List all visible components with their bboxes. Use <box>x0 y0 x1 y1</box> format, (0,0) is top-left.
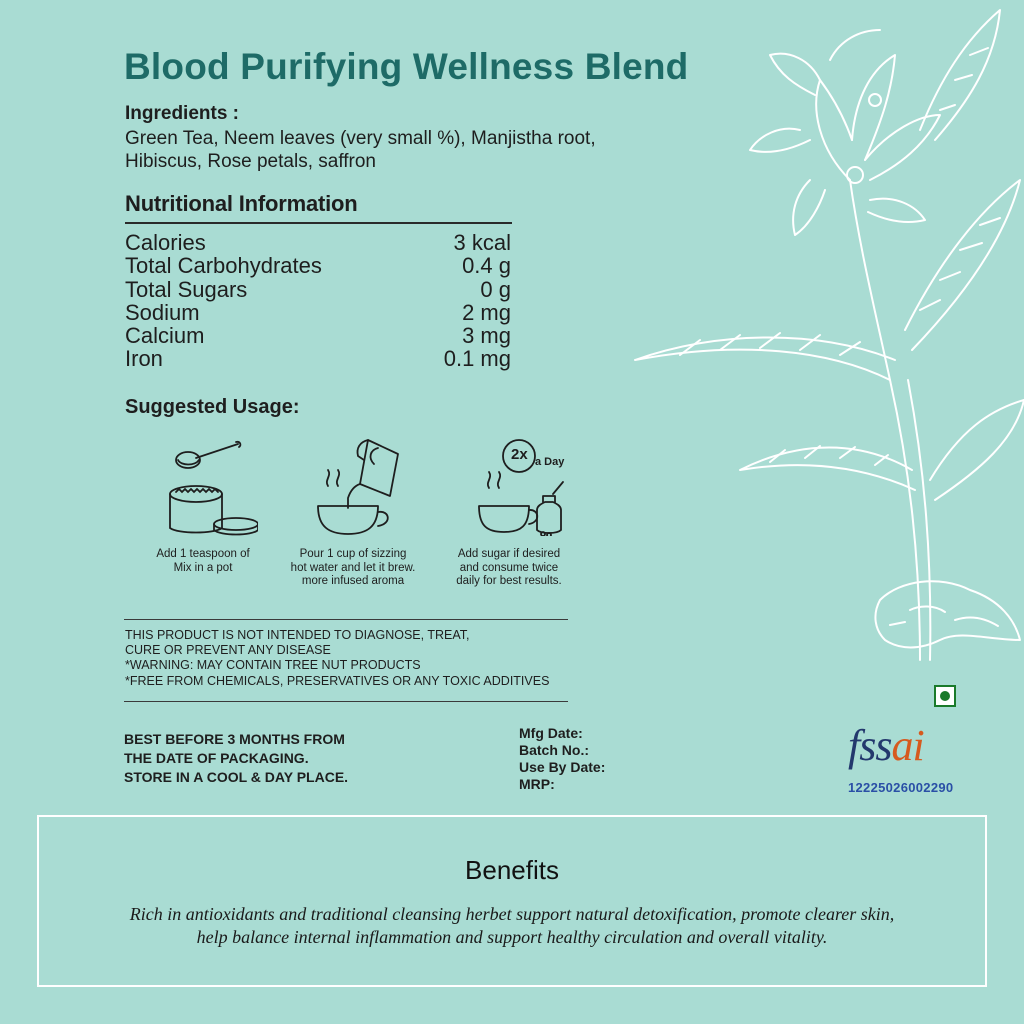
nutrition-value: 0.1 mg <box>443 346 511 372</box>
batch-info <box>519 725 605 793</box>
mfg-date-label: Mfg Date: <box>519 725 583 741</box>
warning-line: *FREE FROM CHEMICALS, PRESERVATIVES OR ANY TOXIC ADDITIVES <box>125 673 550 688</box>
mrp-label: MRP: <box>519 776 555 792</box>
warning-divider-top <box>124 619 568 620</box>
step-caption: Add sugar if desired <box>457 548 561 560</box>
veg-mark-icon <box>934 685 956 707</box>
benefits-text <box>79 903 945 949</box>
nutrition-label: Sodium <box>125 299 200 325</box>
warning-divider-bottom <box>124 701 568 702</box>
use-by-date-label: Use By Date: <box>519 759 606 775</box>
nutrition-value: 0.4 g <box>462 253 511 279</box>
usage-heading: Suggested Usage: <box>125 396 300 418</box>
cup-sugar-icon <box>449 436 569 536</box>
step-caption: Pour 1 cup of sizzing <box>299 548 407 560</box>
nutrition-label: Iron <box>125 346 163 372</box>
fssai-logo <box>848 720 924 771</box>
fssai-license-number: 12225026002290 <box>848 780 954 795</box>
nutrition-row <box>125 347 511 370</box>
step-caption: Add 1 teaspoon of <box>156 548 250 560</box>
nutrition-label: Calories <box>125 230 206 255</box>
ingredients-text: Green Tea, Neem leaves (very small %), Manjistha root, Hibiscus, Rose petals, saffron <box>125 128 596 172</box>
nutrition-label: Calcium <box>125 323 205 349</box>
scoop-pot-icon <box>148 436 258 536</box>
warning-line: *WARNING: MAY CONTAIN TREE NUT PRODUCTS <box>125 658 421 673</box>
nutrition-value: 0 g <box>480 276 511 302</box>
usage-step-1 <box>128 436 278 575</box>
benefits-heading: Benefits <box>465 855 559 885</box>
warning-line: CURE OR PREVENT ANY DISEASE <box>125 643 331 658</box>
step-caption: Mix in a pot <box>173 561 233 574</box>
fssai-logo-accent: ai <box>891 721 924 770</box>
step-caption: and consume twice <box>459 561 559 574</box>
fssai-logo-main: fss <box>848 721 892 770</box>
nutrition-table <box>125 231 511 371</box>
benefits-line: Rich in antioxidants and traditional cleansing herbet support natural detoxification, promote clearer skin, <box>129 904 895 924</box>
nutrition-label: Total Carbohydrates <box>125 253 322 279</box>
nutrition-value: 2 mg <box>462 299 511 325</box>
batch-no-label: Batch No.: <box>519 742 589 758</box>
step-caption: more infused aroma <box>301 575 405 587</box>
nutrition-row <box>125 324 511 347</box>
storage-info <box>124 730 348 787</box>
step-caption: daily for best results. <box>456 575 562 587</box>
storage-line: STORE IN A COOL & DAY PLACE. <box>124 769 349 785</box>
step-caption: hot water and let it brew. <box>290 561 416 574</box>
benefits-box <box>37 815 987 987</box>
nutrition-value: 3 mg <box>462 323 511 349</box>
nutrition-row <box>125 231 511 254</box>
nutrition-value: 3 kcal <box>453 230 511 255</box>
nutrition-divider <box>125 222 512 224</box>
storage-line: BEST BEFORE 3 MONTHS FROM <box>124 731 345 747</box>
benefits-line: help balance internal inflammation and support healthy circulation and overall vitality. <box>196 927 828 947</box>
usage-step-2 <box>278 436 428 589</box>
usage-step-3 <box>434 436 584 589</box>
warning-block <box>125 628 549 689</box>
nutrition-row <box>125 254 511 277</box>
page-title: Blood Purifying Wellness Blend <box>124 46 689 87</box>
plant-illustration <box>620 0 1024 670</box>
storage-line: THE DATE OF PACKAGING. <box>124 750 309 766</box>
pour-cup-icon <box>298 436 408 536</box>
nutrition-label: Total Sugars <box>125 276 248 302</box>
warning-line: THIS PRODUCT IS NOT INTENDED TO DIAGNOSE, TREAT, <box>125 628 470 642</box>
frequency-badge: 2x <box>511 446 528 463</box>
nutrition-row <box>125 278 511 301</box>
nutrition-heading: Nutritional Information <box>125 191 358 216</box>
frequency-badge-text: a Day <box>535 456 565 468</box>
nutrition-row <box>125 301 511 324</box>
ingredients-heading: Ingredients : <box>125 103 240 124</box>
